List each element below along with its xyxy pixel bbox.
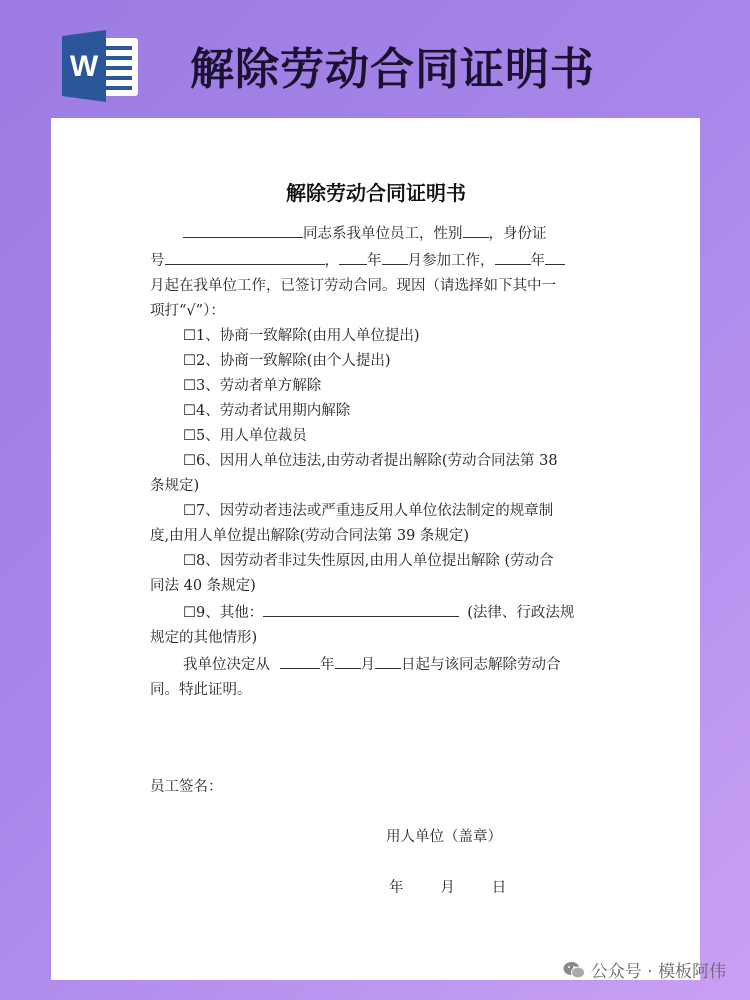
watermark-text: 公众号 · 模板阿伟 (590, 962, 726, 982)
intro-line-4: 项打“√”）： (150, 303, 225, 319)
option-4: ☐4、劳动者试用期内解除 (183, 403, 351, 419)
option-9: ☐9、其他： (法律、行政法规 (150, 599, 602, 626)
gender-blank (463, 220, 489, 238)
option-1: ☐1、协商一致解除(由用人单位提出) (183, 328, 420, 344)
option-9-cont: 规定的其他情形) (150, 630, 258, 646)
banner-title: 解除劳动合同证明书 (190, 44, 595, 95)
id-blank (165, 247, 325, 265)
decision-line-2: 同。特此证明。 (150, 682, 252, 698)
intro-line-3: 月起在我单位工作，已签订劳动合同。现因（请选择如下其中一 (150, 278, 556, 294)
watermark (563, 957, 726, 982)
decision-line-1: 我单位决定从 年 月 日起与该同志解除劳动合 (150, 651, 602, 678)
document-body (150, 178, 602, 703)
banner (0, 0, 750, 118)
other-blank (263, 599, 459, 617)
option-7: ☐7、因劳动者违法或严重违反用人单位依法制定的规章制 (183, 503, 554, 519)
option-2: ☐2、协商一致解除(由个人提出) (183, 353, 391, 369)
employer-seal-label: 用人单位（盖章） (386, 829, 502, 845)
date-line: 年 月 日 (389, 880, 507, 896)
option-7-cont: 度,由用人单位提出解除(劳动合同法第 39 条规定) (150, 528, 470, 544)
document-page (51, 118, 700, 980)
wechat-icon (563, 961, 585, 979)
intro-line-2: 号 ， 年 月参加工作， 年 (150, 247, 602, 274)
svg-text:W: W (69, 50, 99, 83)
name-blank (183, 220, 303, 238)
option-6: ☐6、因用人单位违法,由劳动者提出解除(劳动合同法第 38 (183, 453, 558, 469)
option-3: ☐3、劳动者单方解除 (183, 378, 322, 394)
word-icon (62, 30, 140, 102)
option-5: ☐5、用人单位裁员 (183, 428, 307, 444)
option-8-cont: 同法 40 条规定) (150, 578, 256, 594)
option-8: ☐8、因劳动者非过失性原因,由用人单位提出解除 (劳动合 (183, 553, 554, 569)
intro-line-1: 同志系我单位员工，性别 ，身份证 (150, 220, 602, 247)
option-6-cont: 条规定) (150, 478, 200, 494)
document-title: 解除劳动合同证明书 (286, 181, 466, 205)
employee-signature-label: 员工签名： (150, 779, 223, 795)
